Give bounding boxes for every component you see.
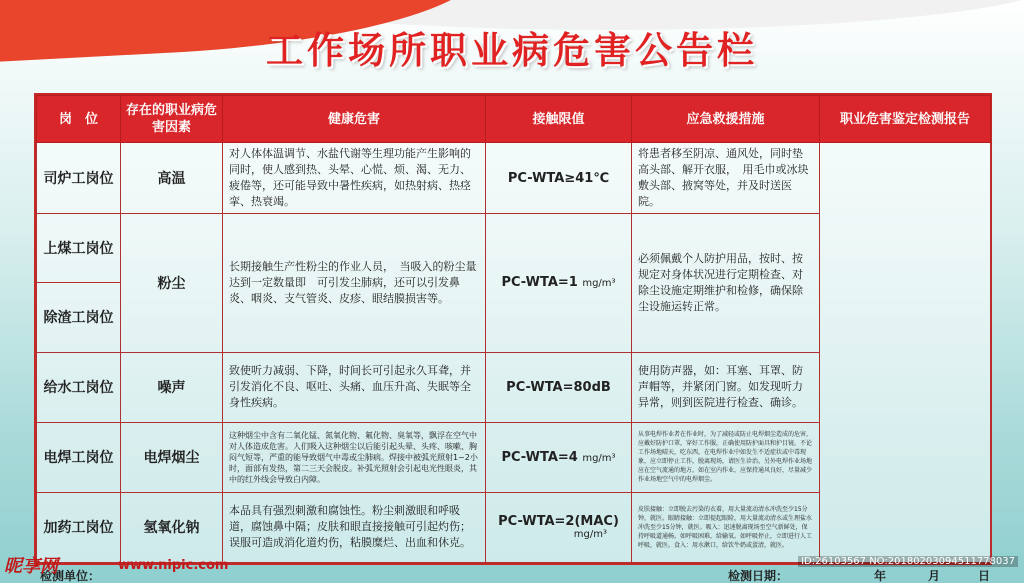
post-cell: 加药工岗位: [37, 492, 121, 562]
header-health: 健康危害: [223, 96, 486, 143]
factor-cell: 氢氧化钠: [121, 492, 223, 562]
factor-cell: 噪声: [121, 352, 223, 422]
header-limit: 接触限值: [486, 96, 632, 143]
factor-cell: 高温: [121, 143, 223, 214]
limit-unit: mg/m³: [573, 529, 607, 541]
date-month: 月: [928, 569, 941, 583]
header-rescue: 应急救援措施: [632, 96, 820, 143]
post-cell: 给水工岗位: [37, 352, 121, 422]
test-unit-label: 检测单位：: [40, 569, 101, 583]
factor-cell: 电焊烟尘: [121, 422, 223, 492]
limit-cell: [486, 492, 632, 562]
post-cell: 上煤工岗位: [37, 214, 121, 283]
post-cell: 除渣工岗位: [37, 283, 121, 352]
rescue-cell: 皮肤接触：立即脱去污染的衣着，用大量流动清水冲洗至少15分钟，就医。眼睛接触：立即提起眼睑，用大量流动清水或生理盐水冲洗至少15分钟，就医。吸入：迅速脱离现场至空气新鲜处，保持呼吸道通畅。如呼吸困难，给输氧。如呼吸停止，立即进行人工呼吸，就医。食入：用水漱口，给饮牛奶或蛋清，就医。: [632, 492, 820, 562]
health-cell: 本品具有强烈刺激和腐蚀性。粉尘刺激眼和呼吸道，腐蚀鼻中隔；皮肤和眼直接接触可引起灼伤；误服可造成消化道灼伤，粘膜糜烂、出血和休克。: [223, 492, 486, 562]
page-title: 工作场所职业病危害公告栏: [266, 29, 758, 72]
date-day: 日: [978, 569, 991, 583]
test-date-label: 检测日期：: [728, 569, 789, 583]
limit-value: PC-WTA=1: [501, 275, 578, 291]
rescue-cell: 使用防声器，如：耳塞、耳罩、防声帽等，并紧闭门窗。如发现听力异常，则到医院进行检查、确诊。: [632, 352, 820, 422]
rescue-cell: 将患者移至阴凉、通风处，同时垫高头部、解开衣服， 用毛巾或冰块敷头部、掖窝等处，并及时送医院。: [632, 143, 820, 214]
limit-cell: PC-WTA≥41℃: [486, 143, 632, 214]
health-cell: 长期接触生产性粉尘的作业人员， 当吸入的粉尘量达到一定数量即 可引发尘肺病，还可以引发鼻炎、咽炎、支气管炎、皮疹、眼结膜损害等。: [223, 214, 486, 352]
health-cell: 致使听力减弱、下降，时间长可引起永久耳聋，并引发消化不良、呕吐、头痛、血压升高、失眠等全身性疾病。: [223, 352, 486, 422]
limit-cell: [486, 422, 632, 492]
limit-unit: mg/m³: [582, 452, 616, 464]
post-cell: 电焊工岗位: [37, 422, 121, 492]
bulletin-board: [34, 93, 992, 565]
limit-cell: PC-WTA=80dB: [486, 352, 632, 422]
health-cell: 这种烟尘中含有二氧化锰、氮氧化物、氟化物、臭氧等，飘浮在空气中对人体造成危害。人们吸入这种烟尘以后能引起头晕、头疼、咳嗽、胸闷气短等，严重的能导致烟气中毒或尘肺病。焊接中被弧光照射1~2小时，面部有发热，第二三天会脱皮。补弧光照射会引起电光性眼炎，其中的红外线会导致白内障。: [223, 422, 486, 492]
limit-unit: mg/m³: [582, 278, 616, 290]
hazard-table: [36, 95, 991, 563]
header-post: 岗 位: [37, 96, 121, 143]
table-header-row: [37, 96, 991, 143]
watermark-logo: 昵享网: [4, 556, 58, 577]
table-row: [37, 143, 991, 214]
rescue-cell: 从事电焊作业者在作业时，为了减轻或防止电焊烟尘造成的危害，应戴好防护口罩，穿好工作服，正确使用防护面具和护目镜，不论工作场地晴天，吃东西，在电焊作业中如发生不适症状或中毒现象，应立即停止工作，脱离现场，请医生诊治。另外电焊作业场地应在空气流通的地方，如在室内作业，应保持通风良好，尽量减少作业场地空气中的电焊烟尘。: [632, 422, 820, 492]
watermark-id: ID:26103567 NO:20180203094511778037: [798, 556, 1018, 567]
header-factor: 存在的职业病危害因素: [121, 96, 223, 143]
header-report: 职业危害鉴定检测报告: [820, 96, 991, 143]
limit-value: PC-WTA=4: [501, 449, 578, 465]
health-cell: 对人体体温调节、水盐代谢等生理功能产生影响的同时，使人感到热、头晕、心慌、烦、渴、无力、疲倦等，还可能导致中暑性疾病，如热射病、热痉挛、热衰竭。: [223, 143, 486, 214]
watermark-url: www.nipic.com: [118, 558, 229, 573]
report-cell: [820, 143, 991, 563]
date-year: 年: [874, 569, 887, 583]
factor-cell: 粉尘: [121, 214, 223, 352]
post-cell: 司炉工岗位: [37, 143, 121, 214]
rescue-cell: 必须佩戴个人防护用品，按时、按规定对身体状况进行定期检查、对除尘设施定期维护和检修，确保除尘设施运转正常。: [632, 214, 820, 352]
limit-cell: [486, 214, 632, 352]
limit-value: PC-WTA=2(MAC): [498, 514, 619, 530]
